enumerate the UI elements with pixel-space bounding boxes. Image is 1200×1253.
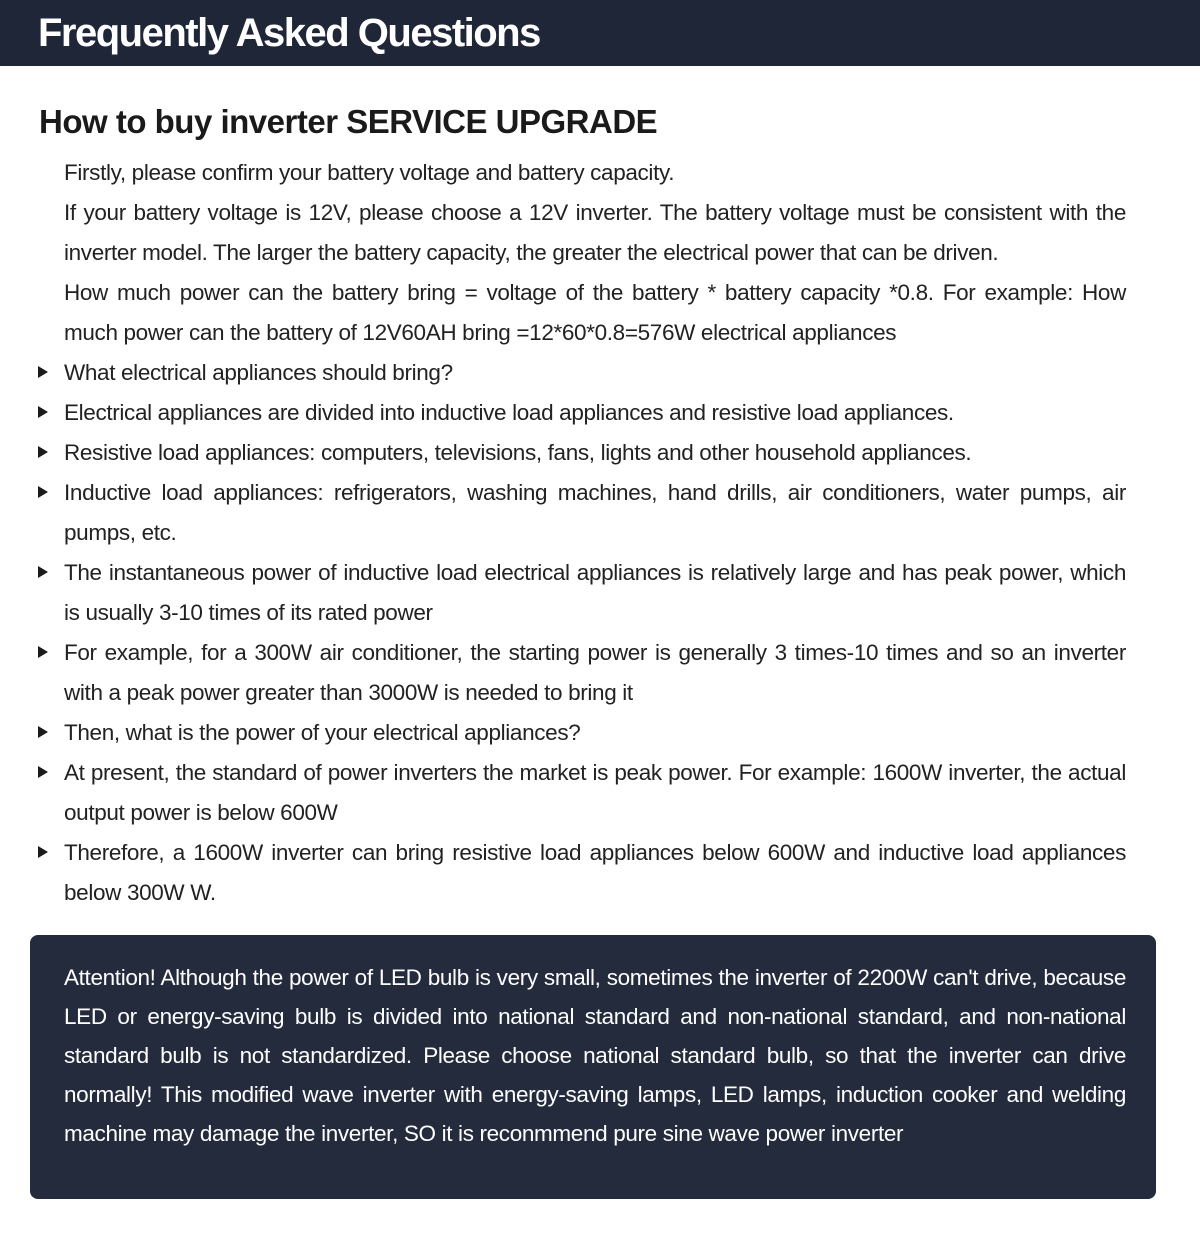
intro-paragraph: If your battery voltage is 12V, please choose a 12V inverter. The battery voltage must be consistent with the inverter model. The larger the battery capacity, the greater the electrical power that can be driven. [64, 200, 1126, 265]
triangle-right-icon [38, 406, 48, 418]
intro-text [64, 153, 1126, 353]
triangle-right-icon [38, 766, 48, 778]
triangle-right-icon [38, 846, 48, 858]
list-item [0, 713, 1126, 753]
list-item-text: The instantaneous power of inductive load electrical appliances is relatively large and has peak power, which is usually 3-10 times of its rated power [64, 560, 1126, 625]
triangle-right-icon [38, 646, 48, 658]
list-item [0, 433, 1126, 473]
faq-list [0, 353, 1126, 913]
intro-paragraph: How much power can the battery bring = voltage of the battery * battery capacity *0.8. For example: How much power can the battery of 12V60AH bring =12*60*0.8=576W electrical appliances [64, 280, 1126, 345]
triangle-right-icon [38, 486, 48, 498]
list-item-text: Electrical appliances are divided into inductive load appliances and resistive load appliances. [64, 400, 954, 425]
list-item [0, 633, 1126, 713]
list-item-text: For example, for a 300W air conditioner, the starting power is generally 3 times-10 times and so an inverter with a peak power greater than 3000W is needed to bring it [64, 640, 1126, 705]
triangle-right-icon [38, 366, 48, 378]
list-item-text: Inductive load appliances: refrigerators, washing machines, hand drills, air conditioners, water pumps, air pumps, etc. [64, 480, 1126, 545]
intro-paragraph: Firstly, please confirm your battery voltage and battery capacity. [64, 160, 675, 185]
list-item-text: Then, what is the power of your electrical appliances? [64, 720, 581, 745]
attention-box [30, 935, 1156, 1199]
section-title: How to buy inverter SERVICE UPGRADE [39, 103, 658, 140]
attention-text: Attention! Although the power of LED bulb is very small, sometimes the inverter of 2200W can't drive, because LED or energy-saving bulb is divided into national standard and non-national standard, and non-national standard bulb is not standardized. Please choose national standard bulb, so that the inverter can drive normally! This modified wave inverter with energy-saving lamps, LED lamps, induction cooker and welding machine may damage the inverter, SO it is reconmmend pure sine wave power inverter [64, 965, 1126, 1146]
list-item [0, 473, 1126, 553]
list-item-text: Resistive load appliances: computers, televisions, fans, lights and other household appliances. [64, 440, 972, 465]
list-item [0, 833, 1126, 913]
list-item [0, 393, 1126, 433]
list-item [0, 753, 1126, 833]
page-title: Frequently Asked Questions [38, 11, 540, 55]
list-item-text: At present, the standard of power inverters the market is peak power. For example: 1600W inverter, the actual output power is below 600W [64, 760, 1126, 825]
list-item-text: What electrical appliances should bring? [64, 360, 453, 385]
triangle-right-icon [38, 566, 48, 578]
list-item-text: Therefore, a 1600W inverter can bring resistive load appliances below 600W and inductive load appliances below 300W W. [64, 840, 1126, 905]
list-item [0, 553, 1126, 633]
triangle-right-icon [38, 446, 48, 458]
header-bar [0, 0, 1200, 66]
triangle-right-icon [38, 726, 48, 738]
list-item [0, 353, 1126, 393]
